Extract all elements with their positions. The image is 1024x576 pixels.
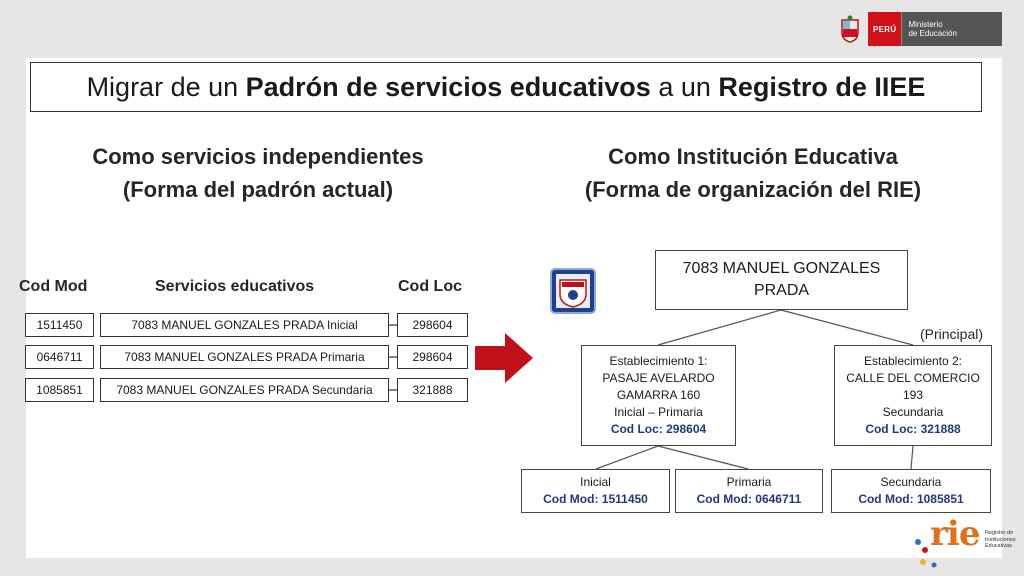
right-heading-line2: (Forma de organización del RIE) <box>584 177 922 202</box>
row2-servicio: 7083 MANUEL GONZALES PRADA Primaria <box>100 345 389 369</box>
right-heading-line1: Como Institución Educativa <box>608 144 898 169</box>
rie-sub-line3: Educativas <box>985 543 1012 549</box>
row1-codloc: 298604 <box>397 313 468 337</box>
est1-code: Cod Loc: 298604 <box>610 422 707 436</box>
rie-sub-line2: Instituciones <box>985 536 1016 543</box>
est2-line4: Secundaria <box>882 405 944 419</box>
title-bold1: Padrón de servicios educativos <box>245 71 651 102</box>
row2-codloc: 298604 <box>397 345 468 369</box>
leaf-inicial-code: Cod Mod: 1511450 <box>543 492 648 506</box>
row3-codloc: 321888 <box>397 378 468 402</box>
est1-line4: Inicial – Primaria <box>614 405 703 419</box>
rie-subtitle <box>985 530 1024 550</box>
establishment-1-node <box>581 345 736 446</box>
ministry-line1: Ministerio <box>908 20 943 29</box>
left-heading <box>40 140 476 206</box>
row2-codmod: 0646711 <box>25 345 94 369</box>
leaf-secundaria-node <box>831 469 991 513</box>
root-line1: 7083 MANUEL GONZALES <box>682 260 881 277</box>
col-label-codloc: Cod Loc <box>398 278 462 295</box>
ministry-line2: de Educación <box>908 29 957 38</box>
principal-label: (Principal) <box>920 326 984 342</box>
col-label-servicios: Servicios educativos <box>155 278 315 295</box>
right-heading <box>520 140 986 206</box>
left-heading-line2: (Forma del padrón actual) <box>122 177 394 202</box>
leaf-secundaria-code: Cod Mod: 1085851 <box>858 492 964 506</box>
row3-codmod: 1085851 <box>25 378 94 402</box>
left-heading-line1: Como servicios independientes <box>92 144 424 169</box>
root-line2: PRADA <box>753 282 810 299</box>
est2-line2: CALLE DEL COMERCIO <box>846 371 980 385</box>
leaf-secundaria-name: Secundaria <box>880 475 942 489</box>
coat-of-arms-icon <box>836 12 864 46</box>
est1-line2: PASAJE AVELARDO <box>602 371 715 385</box>
peru-label: PERÚ <box>868 12 901 46</box>
title-part1: Migrar de un <box>86 71 246 102</box>
leaf-inicial-name: Inicial <box>580 475 611 489</box>
col-label-codmod: Cod Mod <box>19 278 88 295</box>
root-institution-node <box>655 250 908 310</box>
leaf-inicial-node <box>521 469 670 513</box>
row3-servicio: 7083 MANUEL GONZALES PRADA Secundaria <box>100 378 389 402</box>
leaf-primaria-node <box>675 469 823 513</box>
establishment-2-node <box>834 345 992 446</box>
est2-line1: Establecimiento 2: <box>863 354 963 368</box>
ministry-name <box>901 12 1002 46</box>
rie-logo-text: rie <box>930 514 980 554</box>
est1-line1: Establecimiento 1: <box>609 354 708 368</box>
est2-line3: 193 <box>902 388 924 402</box>
slide-title <box>30 62 982 112</box>
ministry-logo <box>836 12 1002 46</box>
leaf-primaria-code: Cod Mod: 0646711 <box>696 492 802 506</box>
row1-codmod: 1511450 <box>25 313 94 337</box>
title-bold2: Registro de IIEE <box>718 71 926 102</box>
rie-sub-line1: Registro de <box>985 530 1014 536</box>
est2-code: Cod Loc: 321888 <box>865 422 961 436</box>
right-arrow-icon <box>475 333 533 383</box>
leaf-primaria-name: Primaria <box>726 475 772 489</box>
row1-servicio: 7083 MANUEL GONZALES PRADA Inicial <box>100 313 389 337</box>
title-part2: a un <box>650 71 719 102</box>
school-emblem-icon <box>550 268 596 314</box>
est1-line3: GAMARRA 160 <box>616 388 701 402</box>
